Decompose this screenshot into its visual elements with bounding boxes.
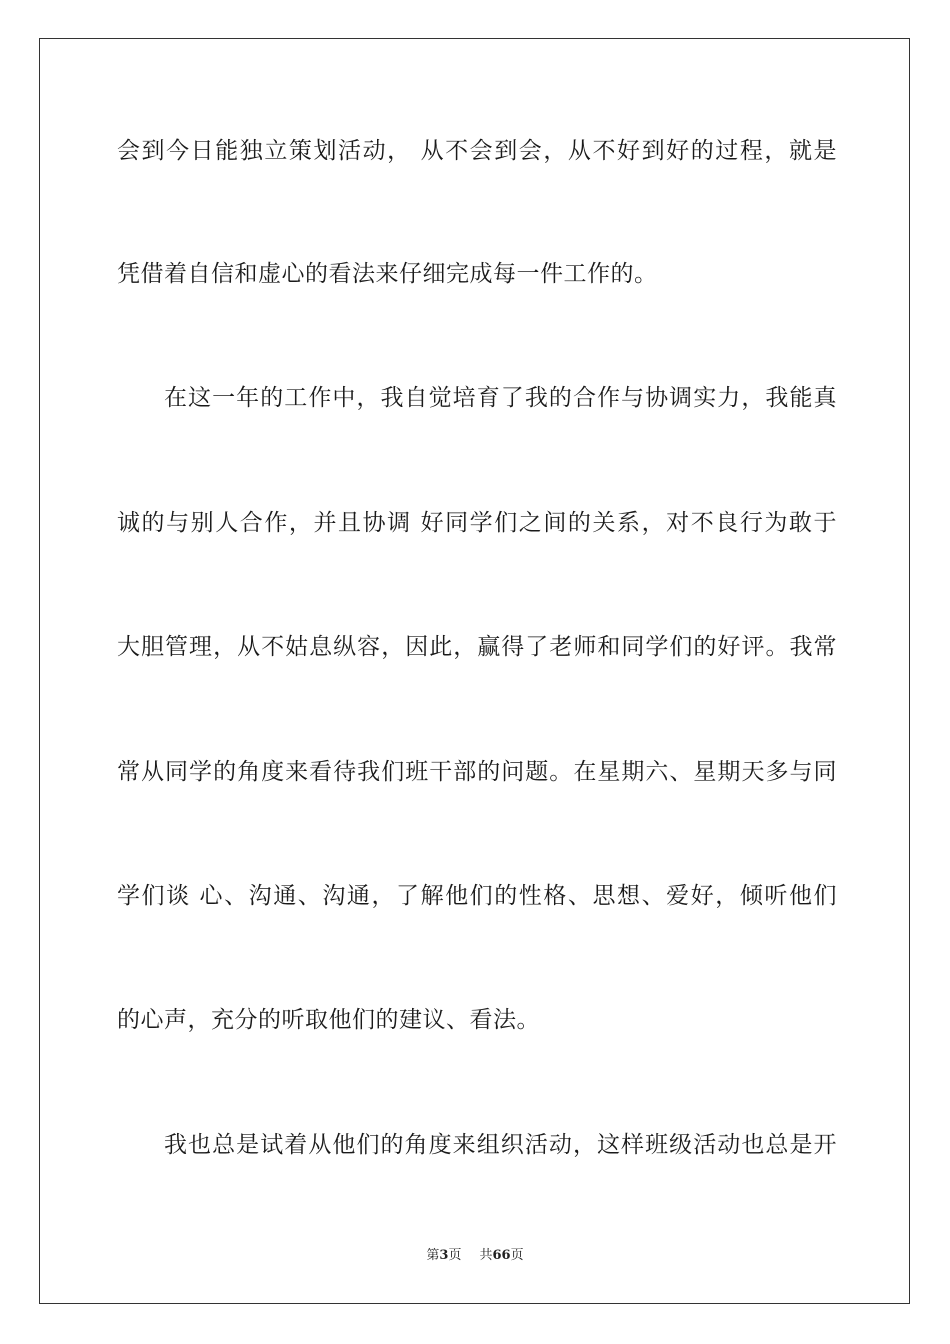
page-number: 3 [439, 1248, 449, 1263]
text-line-3: 在这一年的工作中，我自觉培育了我的合作与协调实力，我能真 [164, 385, 837, 411]
page-prefix: 第 [426, 1248, 440, 1263]
text-line-1: 会到今日能独立策划活动， 从不会到会，从不好到好的过程，就是 [117, 138, 837, 164]
text-line-6: 常从同学的角度来看待我们班干部的问题。在星期六、星期天多与同 [117, 759, 837, 785]
page-footer [0, 1247, 950, 1265]
page-suffix: 页 [448, 1248, 462, 1263]
text-line-7: 学们谈 心、沟通、沟通，了解他们的性格、思想、爱好，倾听他们 [117, 883, 837, 909]
text-line-2: 凭借着自信和虚心的看法来仔细完成每一件工作的。 [117, 261, 658, 287]
text-line-8: 的心声，充分的听取他们的建议、看法。 [117, 1007, 540, 1033]
text-line-4: 诚的与别人合作，并且协调 好同学们之间的关系，对不良行为敢于 [117, 510, 837, 536]
total-prefix: 共 [479, 1248, 493, 1263]
page-frame [39, 38, 910, 1304]
total-suffix: 页 [510, 1248, 524, 1263]
text-line-9: 我也总是试着从他们的角度来组织活动，这样班级活动也总是开 [164, 1132, 837, 1158]
text-line-5: 大胆管理，从不姑息纵容，因此，赢得了老师和同学们的好评。我常 [117, 634, 837, 660]
total-pages: 66 [492, 1248, 511, 1263]
